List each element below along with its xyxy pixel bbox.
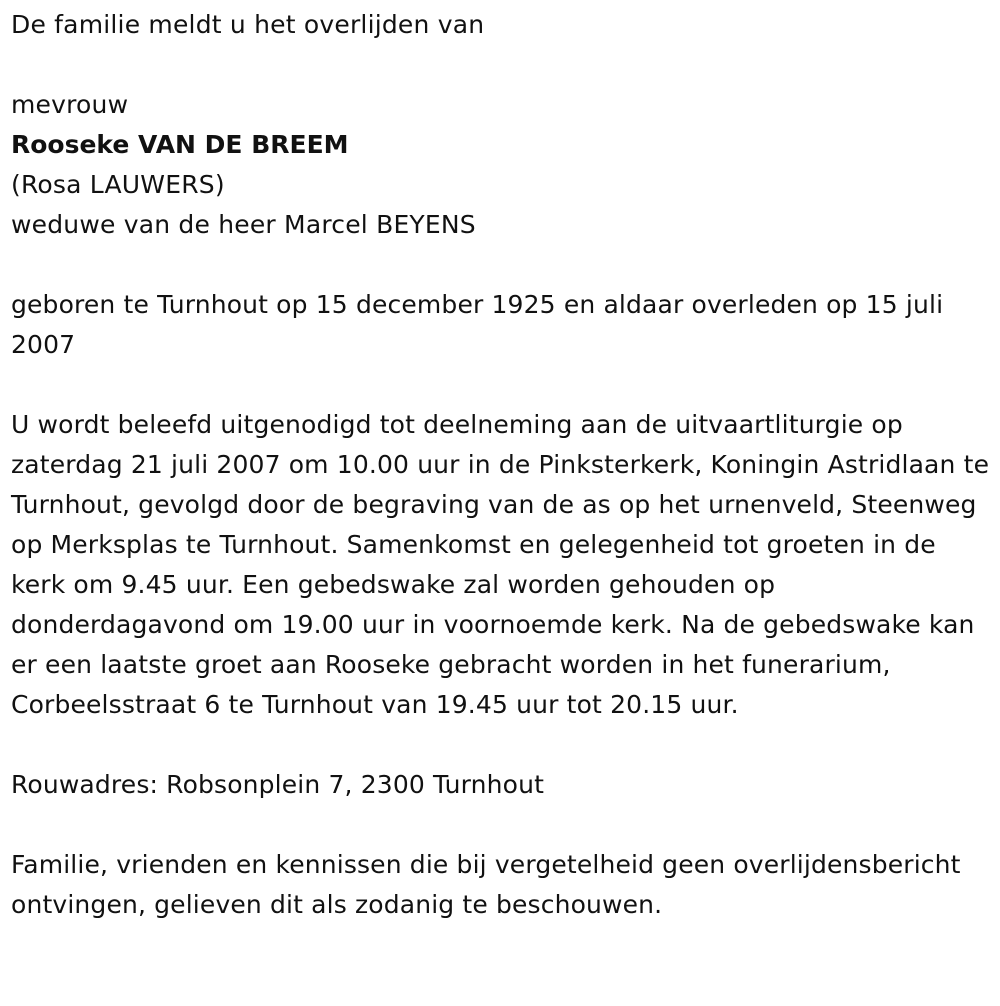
spacer	[11, 45, 991, 85]
deceased-alias: (Rosa LAUWERS)	[11, 170, 225, 199]
mourning-address: Rouwadres: Robsonplein 7, 2300 Turnhout	[11, 770, 545, 799]
birth-death-info: geboren te Turnhout op 15 december 1925 en aldaar overleden op 15 juli 2007	[11, 290, 944, 359]
intro-text: De familie meldt u het overlijden van	[11, 10, 485, 39]
spacer	[11, 725, 991, 765]
spacer	[11, 365, 991, 405]
deceased-name: Rooseke VAN DE BREEM	[11, 130, 349, 159]
obituary-notice	[11, 0, 991, 925]
closing-note: Familie, vrienden en kennissen die bij vergetelheid geen overlijdensbericht ontvingen, gelieven dit als zodanig te beschouwen.	[11, 850, 961, 919]
spacer	[11, 805, 991, 845]
widow-of: weduwe van de heer Marcel BEYENS	[11, 210, 476, 239]
spacer	[11, 245, 991, 285]
funeral-invitation: U wordt beleefd uitgenodigd tot deelneming aan de uitvaartliturgie op zaterdag 21 juli 2007 om 10.00 uur in de Pinksterkerk, Koningin Astridlaan te Turnhout, gevolgd door de begraving van de as op het urnenveld, Steenweg op Merksplas te Turnhout. Samenkomst en gelegenheid tot groeten in de kerk om 9.45 uur. Een gebedswake zal worden gehouden op donderdagavond om 19.00 uur in voornoemde kerk. Na de gebedswake kan er een laatste groet aan Rooseke gebracht worden in het funerarium, Corbeelsstraat 6 te Turnhout van 19.45 uur tot 20.15 uur.	[11, 410, 990, 719]
salutation: mevrouw	[11, 90, 129, 119]
